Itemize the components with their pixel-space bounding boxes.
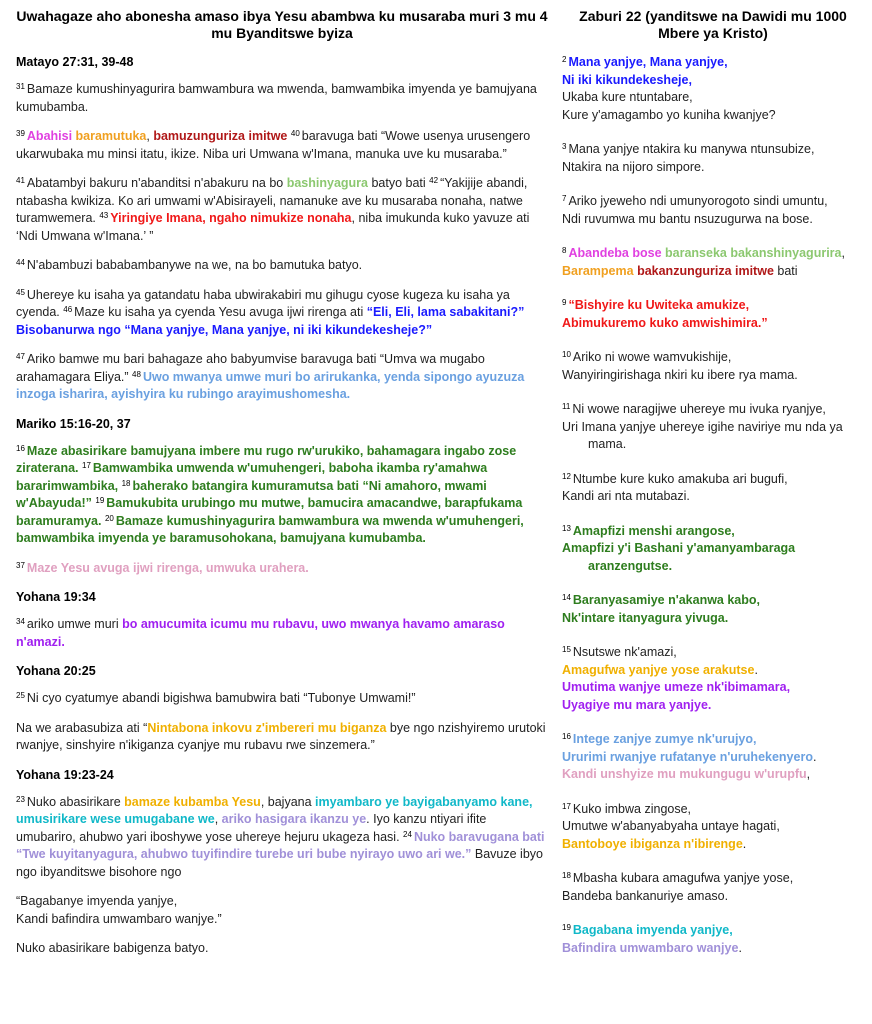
verse-line <box>562 401 864 419</box>
highlighted-text: Barampema <box>562 263 634 278</box>
verse-number: 23 <box>16 794 25 804</box>
verse-number: 20 <box>104 513 114 523</box>
verse-line <box>562 141 864 159</box>
verse-number: 8 <box>562 246 567 255</box>
verse-text: . Iyo kanzu ntiyari ifite umubariro, ahubwo yari iboshywe yose uhereye hejuru ukageza hasi. <box>16 812 487 844</box>
highlighted-text: bamaze kubamba Yesu <box>124 794 261 809</box>
verse-line <box>562 349 864 367</box>
verse-text: , <box>214 812 222 826</box>
verse-number: 48 <box>132 369 141 379</box>
verse-paragraph <box>16 940 548 958</box>
verse-line <box>562 662 864 680</box>
verse-line <box>562 297 864 315</box>
verse-line <box>562 471 864 489</box>
highlighted-text: Ururimi rwanjye rufatanye n'uruhekenyero <box>562 749 813 764</box>
verse-paragraph <box>16 351 548 404</box>
psalm-column-body <box>562 54 864 957</box>
verse-line <box>562 801 864 819</box>
verse-line <box>562 436 864 454</box>
verse-paragraph <box>562 801 864 854</box>
verse-line <box>562 211 864 229</box>
verse-number: 47 <box>16 352 25 361</box>
verse-number: 25 <box>16 691 25 700</box>
verse-text: Ariko ni wowe wamvukishije, <box>572 350 732 364</box>
verse-number: 11 <box>562 402 571 411</box>
verse-line <box>562 870 864 888</box>
verse-number: 44 <box>16 258 25 267</box>
verse-text: Ntakira na nijoro simpore. <box>562 159 705 174</box>
highlighted-text: Bamaze kumushinyagurira bamwambura wa mwenda w'umuhengeri, bamwambika imyenda ye baramusohokana, bamujyana kumubamba. <box>16 513 524 545</box>
verse-text: , bajyana <box>260 794 316 809</box>
verse-number: 10 <box>562 350 571 359</box>
verse-text: Mana yanjye ntakira ku manywa ntunsubize, <box>568 142 815 156</box>
highlighted-text: Umutima wanjye umeze nk'ibimamara, <box>562 680 791 694</box>
verse-number: 19 <box>562 923 571 932</box>
verse-number: 14 <box>562 593 571 602</box>
highlighted-text: Yiringiye Imana, ngaho nimukize nonaha <box>110 211 352 225</box>
highlighted-text: Amapfizi y'i Bashani y'amanyambaraga <box>562 541 796 555</box>
verse-number: 15 <box>562 645 571 654</box>
verse-line <box>562 592 864 610</box>
verse-paragraph <box>562 245 864 280</box>
verse-line <box>562 888 864 906</box>
highlighted-text: Nintabona inkovu z'imbereri mu biganza <box>147 720 387 735</box>
verse-number: 31 <box>16 82 25 91</box>
highlighted-text: baherako batangira kumuramutsa bati “Ni amahoro, mwami w'Abayuda!” <box>16 478 487 510</box>
passage-reference: Mariko 15:16-20, 37 <box>16 416 131 431</box>
verse-line <box>562 697 864 715</box>
verse-line <box>562 419 864 437</box>
verse-paragraph <box>16 128 548 163</box>
verse-number: 3 <box>562 142 567 151</box>
verse-paragraph <box>16 794 548 882</box>
verse-line <box>562 89 864 107</box>
verse-number: 18 <box>562 871 571 880</box>
verse-text: Nuko abasirikare <box>26 794 125 809</box>
highlighted-text: aranzengutse. <box>588 558 673 573</box>
passage-reference: Yohana 19:34 <box>16 590 96 604</box>
verse-text: “Yakijije abandi, ntabasha kwikiza. Ko ari umwami w'Abisirayeli, namanuke ave ku musaraba nonaha, natwe turamwemera. <box>16 176 528 225</box>
highlighted-text: Bafindira umwambaro wanjye <box>562 940 739 955</box>
verse-line <box>562 836 864 854</box>
verse-text: Uri Imana yanjye uhereye igihe naviriye mu nda ya <box>562 419 843 434</box>
highlighted-text: bamuzunguriza imitwe <box>153 129 288 143</box>
verse-number: 24 <box>403 829 412 839</box>
verse-text: Ndi ruvumwa mu bantu nsuzugurwa na bose. <box>562 211 813 226</box>
verse-text: Kure y'amagambo yo kuniha kwanjye? <box>562 107 776 122</box>
verse-line <box>562 679 864 697</box>
highlighted-text: bakanzunguriza imitwe <box>637 263 774 278</box>
verse-paragraph <box>16 257 548 275</box>
verse-text: Bavuze ibyo ngo ibyanditswe bisohore ngo <box>16 847 543 879</box>
verse-number: 46 <box>63 305 73 314</box>
highlighted-text: “Eli, Eli, lama sabakitani?” Bisobanurwa ngo “Mana yanjye, Mana yanjye, ni iki kikundekesheje?” <box>16 305 525 337</box>
passage-reference: Matayo 27:31, 39-48 <box>16 55 134 69</box>
verse-text: ariko umwe muri <box>26 617 123 631</box>
verse-paragraph <box>16 720 548 755</box>
verse-text: Umutwe w'abanyabyaha untaye hagati, <box>562 819 780 833</box>
verse-paragraph <box>562 731 864 784</box>
verse-line <box>562 766 864 784</box>
verse-number: 7 <box>562 194 567 203</box>
verse-paragraph <box>562 54 864 124</box>
verse-text: Kandi bafindira umwambaro wanjye.” <box>16 911 222 926</box>
verse-text: Ni cyo cyatumye abandi bigishwa bamubwira bati “Tubonye Umwami!” <box>26 691 416 705</box>
verse-text: Ntumbe kure kuko amakuba ari bugufi, <box>572 471 788 486</box>
highlighted-text: bo amucumita icumu mu rubavu, uwo mwanya havamo amaraso n'amazi. <box>16 617 505 649</box>
verse-text: , <box>806 767 811 781</box>
verse-text: Bamaze kumushinyagurira bamwambura wa mwenda, bamwambika imyenda ye bamujyana kumubamba. <box>16 82 537 114</box>
highlighted-text: bashinyagura <box>286 176 368 190</box>
verse-text: , niba imukunda kuko yavuze ati ‘Ndi Umwana w'Imana.’ ” <box>16 211 530 243</box>
verse-number: 13 <box>562 523 571 533</box>
verse-paragraph <box>16 616 548 651</box>
verse-paragraph <box>562 141 864 176</box>
gospel-column-body <box>16 54 548 958</box>
verse-paragraph <box>562 401 864 454</box>
verse-text: “Bagabanye imyenda yanjye, <box>16 894 178 908</box>
highlighted-text: Mana yanjye, Mana yanjye, <box>568 55 728 69</box>
highlighted-text: Abimukuremo kuko amwishimira.” <box>562 315 768 330</box>
highlighted-text: Kandi unshyize mu mukungugu w'urupfu <box>562 767 807 781</box>
verse-text: . <box>812 749 817 764</box>
verse-paragraph <box>16 893 548 928</box>
verse-number: 16 <box>562 732 571 741</box>
verse-text: Wanyiringirishaga nkiri ku ibere rya mama. <box>562 367 798 382</box>
highlighted-text: Baranyasamiye n'akanwa kabo, <box>572 593 761 607</box>
passage-reference: Yohana 20:25 <box>16 664 96 678</box>
verse-line <box>562 488 864 506</box>
verse-text: Bandeba bankanuriye amaso. <box>562 888 729 903</box>
verse-text: Nuko abasirikare babigenza batyo. <box>16 941 209 955</box>
verse-number: 41 <box>16 176 25 185</box>
highlighted-text: Uwo mwanya umwe muri bo arirukanka, yenda sipongo ayuzuza inzoga isharira, ayishyira ku rubingo arayimushomesha. <box>16 369 525 401</box>
highlighted-text: baramutuka <box>75 129 147 143</box>
verse-line <box>562 940 864 958</box>
verse-line <box>562 193 864 211</box>
highlighted-text: Bantoboye ibiganza n'ibirenge <box>562 836 743 851</box>
verse-line <box>562 72 864 90</box>
verse-paragraph <box>16 690 548 708</box>
verse-line <box>562 558 864 576</box>
verse-text: N'abambuzi bababambanywe na we, na bo bamutuka batyo. <box>26 258 363 272</box>
verse-text: bye ngo nzishyiremo urutoki rwanjye, sinshyire n'ikiganza cyanjye mu rubavu rwe sinzemera.” <box>16 720 546 752</box>
verse-text: bati <box>773 263 798 278</box>
verse-text: Na we arabasubiza ati “ <box>16 720 148 735</box>
verse-line <box>562 367 864 385</box>
highlighted-text: Abahisi <box>26 129 76 143</box>
highlighted-text: “Bishyire ku Uwiteka amukize, <box>568 298 750 312</box>
highlighted-text: Amapfizi menshi arangose, <box>572 523 735 538</box>
verse-number: 34 <box>16 617 25 626</box>
psalm-column-title: Zaburi 22 (yanditswe na Dawidi mu 1000 Mbere ya Kristo) <box>579 8 847 41</box>
highlighted-text: ariko hasigara ikanzu ye <box>221 812 367 826</box>
verse-text: Ariko jyeweho ndi umunyorogoto sindi umuntu, <box>568 194 828 208</box>
verse-paragraph <box>562 297 864 332</box>
verse-paragraph <box>16 81 548 116</box>
verse-number: 18 <box>121 478 131 488</box>
verse-paragraph <box>562 523 864 576</box>
verse-paragraph <box>16 287 548 340</box>
verse-text: Ukaba kure ntuntabare, <box>562 90 693 104</box>
verse-text: Mbasha kubara amagufwa yanjye yose, <box>572 871 794 885</box>
verse-number: 9 <box>562 298 567 307</box>
verse-line <box>562 315 864 333</box>
gospel-column <box>16 0 548 970</box>
gospel-column-title: Uwahagaze aho abonesha amaso ibya Yesu abambwa ku musaraba muri 3 mu 4 mu Byanditswe byiza <box>16 8 548 41</box>
verse-paragraph <box>562 870 864 905</box>
verse-paragraph <box>562 644 864 714</box>
highlighted-text: Maze Yesu avuga ijwi rirenga, umwuka urahera. <box>26 560 309 575</box>
verse-line <box>562 107 864 125</box>
highlighted-text: Amagufwa yanjye yose arakutse <box>562 662 755 677</box>
verse-paragraph <box>562 922 864 957</box>
verse-paragraph <box>562 471 864 506</box>
highlighted-text: baranseka bakanshinyagurira <box>665 246 842 260</box>
highlighted-text: Ni iki kikundekesheje, <box>562 72 692 87</box>
verse-text: Maze ku isaha ya cyenda Yesu avuga ijwi rirenga ati <box>74 305 367 319</box>
highlighted-text: Bamukubita urubingo mu mutwe, bamucira amacandwe, barapfukama baramuramya. <box>16 496 523 528</box>
verse-text: , <box>841 246 845 260</box>
verse-number: 17 <box>82 461 91 470</box>
verse-text: Kuko imbwa zingose, <box>572 801 692 816</box>
verse-text: . <box>738 940 742 955</box>
highlighted-text: Bamwambika umwenda w'umuhengeri, baboha ikamba ry'amahwa bararimwambika, <box>16 461 488 493</box>
verse-text: Nsutswe nk'amazi, <box>572 645 677 659</box>
highlighted-text: Maze abasirikare bamujyana imbere mu rugo rw'urukiko, bahamagara ingabo zose ziraterana. <box>16 443 517 475</box>
verse-number: 19 <box>95 496 105 505</box>
verse-paragraph <box>16 175 548 245</box>
verse-line <box>562 245 864 263</box>
verse-paragraph <box>562 349 864 384</box>
verse-paragraph <box>16 443 548 548</box>
verse-text: batyo bati <box>368 176 430 190</box>
highlighted-text: imyambaro ye bayigabanyamo kane, umusirikare wese umugabane we <box>16 794 533 826</box>
verse-number: 39 <box>16 129 25 138</box>
highlighted-text: Intege zanjye zumye nk'urujyo, <box>572 732 757 746</box>
verse-text: Kandi ari nta mutabazi. <box>562 489 690 503</box>
highlighted-text: Bagabana imyenda yanjye, <box>572 923 733 937</box>
verse-number: 42 <box>429 176 439 185</box>
verse-text: mama. <box>588 437 627 451</box>
passage-reference: Yohana 19:23-24 <box>16 767 114 782</box>
verse-line <box>562 749 864 767</box>
verse-number: 43 <box>99 211 109 220</box>
verse-text: . <box>754 662 758 677</box>
highlighted-text: Nuko baravugana bati “Twe kuyitanyagura, ahubwo tuyifindire turebe uri bube nyirayo uwo ari we.” <box>16 829 545 861</box>
highlighted-text: Uyagiye mu mara yanjye. <box>562 697 712 712</box>
verse-line <box>562 922 864 940</box>
verse-line <box>562 263 864 281</box>
verse-paragraph <box>562 193 864 228</box>
verse-text: . <box>742 836 747 851</box>
verse-line <box>562 54 864 72</box>
verse-number: 17 <box>562 801 571 811</box>
verse-paragraph <box>16 560 548 578</box>
verse-number: 2 <box>562 55 567 64</box>
verse-line <box>562 818 864 836</box>
verse-text: Ariko bamwe mu bari bahagaze aho babyumvise baravuga bati “Umva wa mugabo arahamagara Eliya.” <box>16 352 485 384</box>
verse-number: 45 <box>16 287 25 297</box>
verse-text: , <box>146 129 154 143</box>
verse-line <box>562 540 864 558</box>
verse-number: 37 <box>16 560 25 570</box>
verse-line <box>562 644 864 662</box>
verse-text: baravuga bati “Wowe usenya urusengero ukarwubaka mu minsi itatu, ikize. Niba uri Umwana w'Imana, manuka uve ku musaraba.” <box>16 129 531 161</box>
verse-paragraph <box>562 592 864 627</box>
verse-text: Abatambyi bakuru n'abanditsi n'abakuru na bo <box>26 176 287 190</box>
verse-number: 12 <box>562 471 571 481</box>
verse-text: Ni wowe naragijwe uhereye mu ivuka ryanjye, <box>572 402 826 416</box>
verse-line <box>562 731 864 749</box>
verse-line <box>562 159 864 177</box>
psalm-column <box>562 0 864 974</box>
verse-line <box>562 610 864 628</box>
highlighted-text: Abandeba bose <box>568 246 662 260</box>
verse-text: Uhereye ku isaha ya gatandatu haba ubwirakabiri mu gihugu cyose kugeza ku isaha ya cyenda. <box>16 287 510 319</box>
highlighted-text: Nk'intare itanyagura yivuga. <box>562 610 729 625</box>
verse-line <box>562 523 864 541</box>
verse-number: 16 <box>16 443 25 453</box>
verse-number: 40 <box>290 129 300 138</box>
